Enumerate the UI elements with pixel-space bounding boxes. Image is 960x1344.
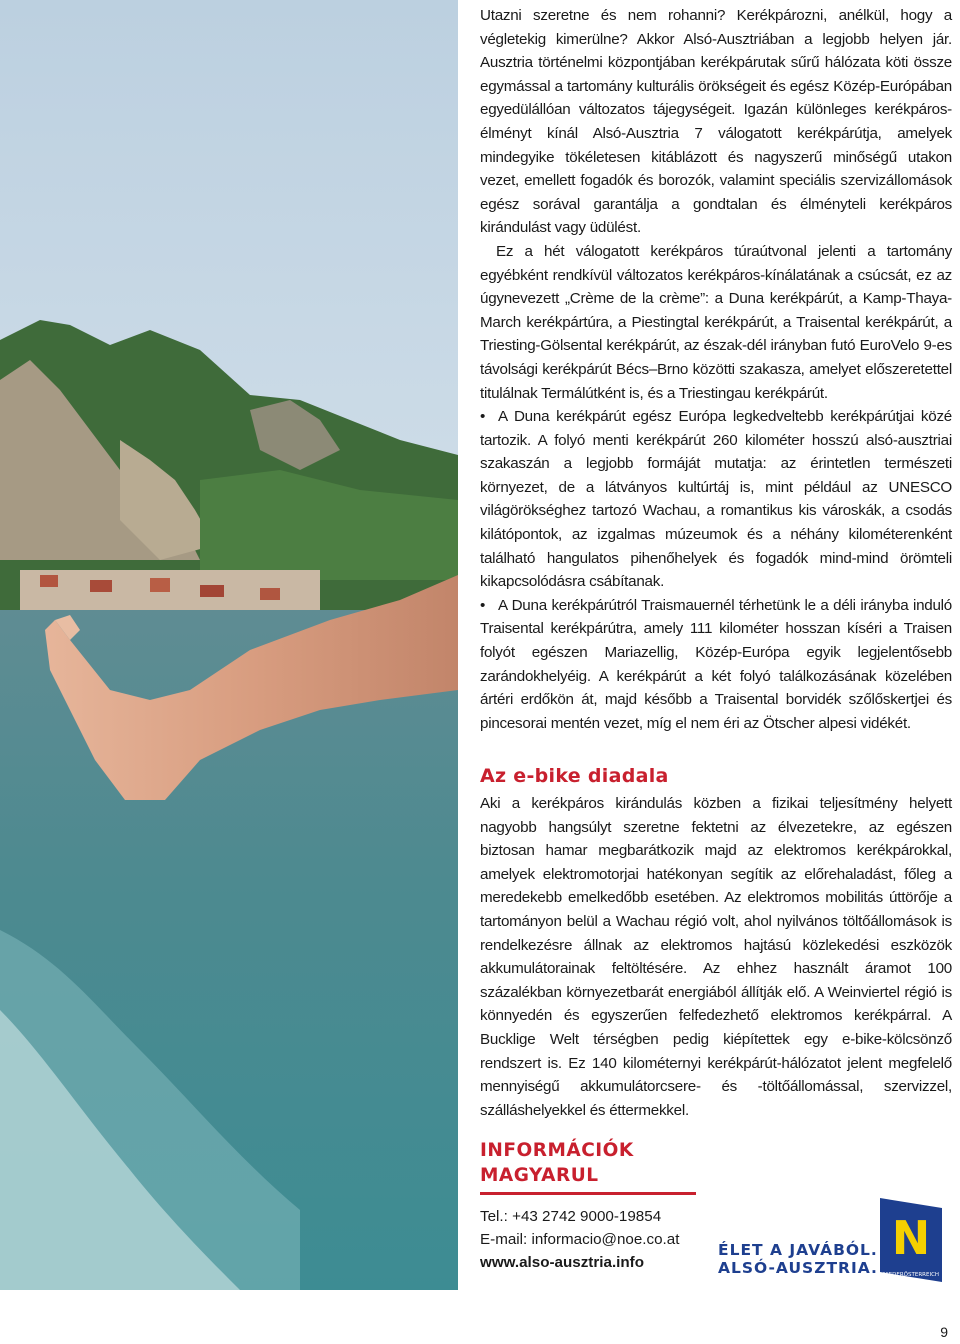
main-text-column <box>480 4 952 735</box>
niederosterreich-logo <box>874 1194 948 1286</box>
page-number: 9 <box>940 1324 948 1340</box>
bullet-icon: • <box>480 596 486 614</box>
ebike-heading: Az e-bike diadala <box>480 765 669 787</box>
logo-icon <box>874 1194 948 1286</box>
logo-letter: N <box>891 1211 931 1265</box>
bullet-text-traisental: A Duna kerékpárútról Traismauernél térhetünk le a déli irányba induló Traisental kerékpárútra, amely 111 kilométer hosszan kíséri a Traisen folyót egészen Mariazellig, Közép-Európa egyik legjelentősebb zarándokhelyéig. A kerékpárút a két folyó találkozásának közelében ártéri erdőkön át, majd később a Traisental borvidék szőlőskertjei és pincesorai mentén vezet, míg el nem éri az Ötscher alpesi vidékét. <box>480 596 952 732</box>
contact-website-link[interactable]: www.also-ausztria.info <box>480 1254 644 1271</box>
bullet-item-danube <box>480 405 952 594</box>
routes-paragraph: Ez a hét válogatott kerékpáros túraútvonal jelenti a tartomány egyébként rendkívül változatos kerékpáros-kínálatának a csúcsát, ez az úgynevezett „Crème de la crème”: a Duna kerékpárút, a Kamp-Thaya-March kerékpártúra, a Piestingtal kerékpárút, a Traisental kerékpárút, a Triesting-Gölsental kerékpárút, az észak-dél irányban futó EuroVelo 9-es távolsági kerékpárút Bécs–Brno közötti szakasza, amelyet előszeretettel titulálnak Termálútként is, és a Triestingau kerékpárút. <box>480 242 952 402</box>
bullet-icon: • <box>480 408 486 426</box>
contact-phone: Tel.: +43 2742 9000-19854 <box>480 1208 662 1225</box>
info-divider <box>480 1192 696 1195</box>
contact-block <box>480 1205 679 1274</box>
info-heading <box>480 1138 634 1188</box>
contact-email[interactable]: E-mail: informacio@noe.co.at <box>480 1231 680 1248</box>
info-heading-line2: MAGYARUL <box>480 1165 599 1186</box>
intro-part1: Utazni szeretne és nem rohanni? Kerékpározni, anélkül, hogy a végletekig kimerülne? Akkor Alsó-Ausztriában a legjobb helyen jár. Ausztria történelmi központjában kerékpárutak sűrű hálózata köti össze egymással a tartomány kulturális örökségeit és egész Közép-Európában egyedülállóan változatos tájegységeit. <box>480 7 952 119</box>
hero-photo <box>0 0 458 1290</box>
slogan-line2: ALSÓ-AUSZTRIA. <box>718 1259 878 1277</box>
intro-part2: Igazán különleges kerékpáros-élményt kínál Alsó-Ausztria 7 válogatott kerékpárútja, amelyek mindegyike tökéletesen kitáblázott és nagyszerű minőségű utakon vezet, emellett fogadók és borozók, valamint speciális szervizállomások egész sorával garantálja a gondtalan és élményteli kerékpáros kirándulást vagy üdülést. <box>480 101 952 237</box>
ebike-paragraph: Aki a kerékpáros kirándulás közben a fizikai teljesítmény helyett nagyobb hangsúlyt szeretne fektetni az élvezetekre, az egészen biztosan hamar megbarátkozik majd az elektromos kerékpárokkal, amelyek elektromotorjai hatékonyan segítik az előrehaladást, főleg a meredekebb emelkedőbb esetében. Az elektromos mobilitás úttörője a tartományon belül a Wachau régió volt, ahol nyilvános töltőállomások is rendelkezésre állnak az elektromos hajtású közlekedési eszközök akkumulátorainak feltöltésére. Az ehhez használt áramot 100 százalékban környezetbarát energiából állítják elő. A Weinviertel régió is könnyedén és egyszerűen felfedezhető elektromos kerékpárral. A Bucklige Welt térségben pedig kiépítettek egy e-bike-kölcsönző rendszert is. Ez 140 kilométernyi kerékpárút-hálózatot jelent megfelelő mennyiségű akkumulátorcsere- és -töltőállomással, szervizzel, szálláshelyekkel és éttermekkel. <box>480 795 952 1119</box>
bullet-item-traisental <box>480 594 952 736</box>
logo-caption: NIEDERÖSTERREICH <box>882 1272 940 1278</box>
river-leg-illustration <box>0 0 458 1290</box>
info-heading-line1: INFORMÁCIÓK <box>480 1140 634 1161</box>
slogan <box>718 1241 878 1277</box>
bullet-text-danube: A Duna kerékpárút egész Európa legkedveltebb kerékpárútjai közé tartozik. A folyó menti kerékpárút 260 kilométer hosszú alsó-ausztriai szakaszán a legjobb formáját mutatja: az érintetlen természeti környezet, de a látványos kultúrtáj is, mint például az UNESCO világörökséghez tartozó Wachau, a romantikus kis városkák, a csodás kilátópontok, az izgalmas múzeumok és a néhány kilométerenként található hangulatos pihenőhelyek és fogadók mind-mind örömteli kikapcsolódásra csábítanak. <box>480 408 952 591</box>
intro-paragraph <box>480 4 952 240</box>
slogan-line1: ÉLET A JAVÁBÓL. <box>718 1241 878 1259</box>
